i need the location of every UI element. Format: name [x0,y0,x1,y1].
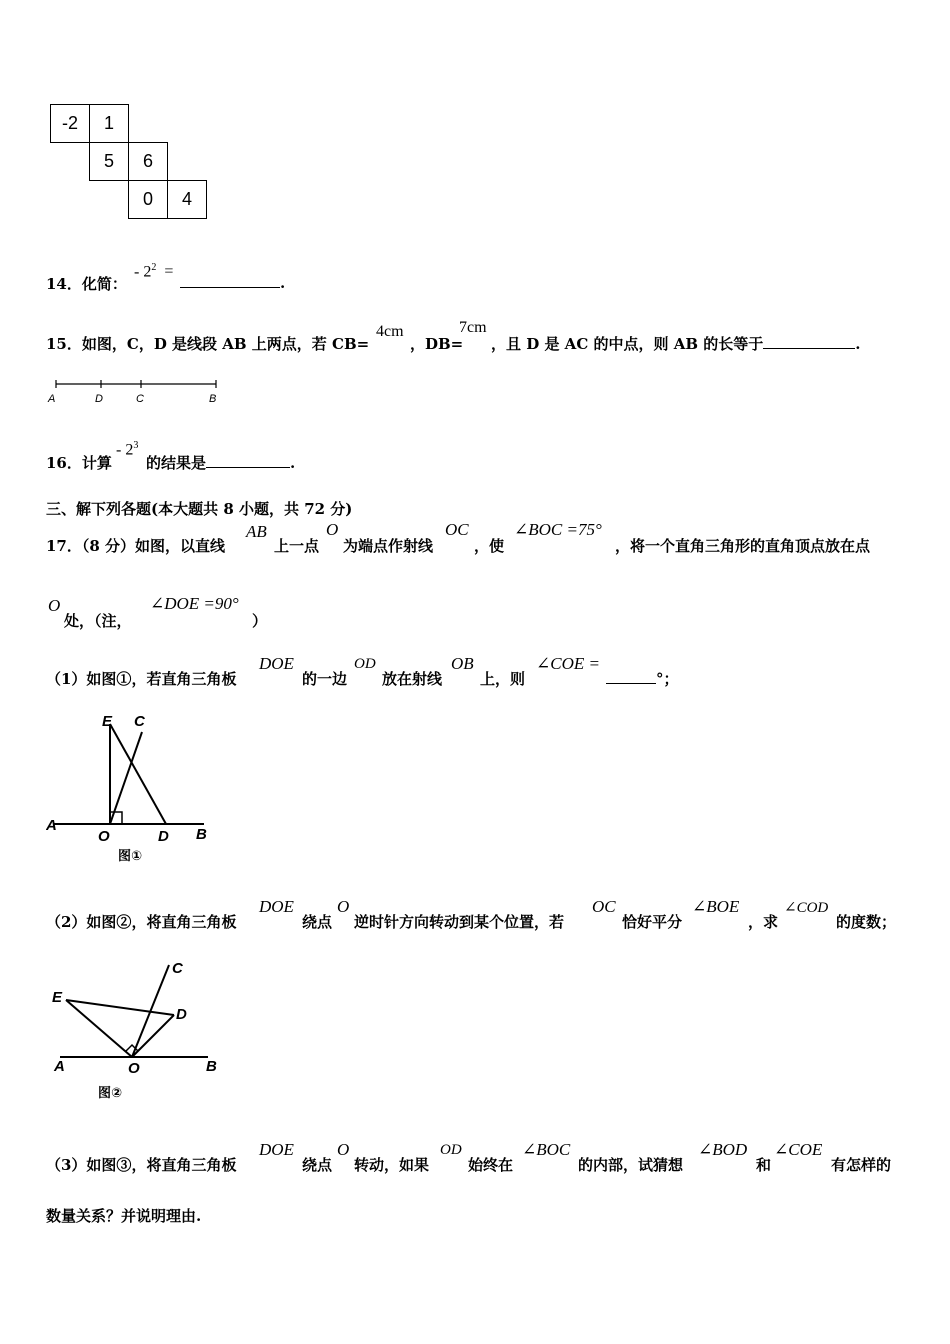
q17-oc: OC [445,520,469,539]
figure-1 [46,710,226,870]
q16-text-2: 的结果是 . [146,454,296,472]
q17-o-2: O [48,596,61,615]
fig2-label-d: D [176,1006,187,1023]
fig2-label-b: B [206,1058,217,1075]
fig1-caption: 图① [118,848,143,863]
part-1-text: （1）如图①，若直角三角板 [46,670,237,688]
fig2-label-e: E [52,989,63,1006]
q17-text-5: ，将一个直角三角形的直角顶点放在点 [615,537,871,555]
grid-cell: 6 [129,143,168,181]
q17-angle-doe: ∠DOE =90° [150,594,239,613]
part-2-text-6: 的度数； [836,913,897,931]
q15-line-figure [44,375,224,407]
part-2-text-5: ，求 [748,913,779,931]
q14-answer-blank: . [180,273,285,292]
q17-ab: AB [246,522,267,541]
part-1-text-2: 的一边 [302,670,348,688]
q17-text-2: 上一点 [274,537,320,555]
point-label-b: B [209,393,217,405]
grid-cell: 5 [90,143,129,181]
part-1-od: OD [354,656,376,672]
part-3-doe: DOE [259,1140,294,1159]
grid-cell: -2 [51,105,90,143]
part-3-text-3: 转动，如果 [354,1156,430,1174]
part-2-text-2: 绕点 [302,913,333,931]
q17-o: O [326,520,339,539]
part-3-o: O [337,1140,350,1159]
q17-angle-boc: ∠BOC =75° [514,520,602,539]
q15-cb-value: 4cm [376,323,404,340]
q17-text-3: 为端点作射线 [343,537,434,555]
part-3-angle-bod: ∠BOD [698,1140,748,1159]
fig2-caption: 图② [98,1085,123,1100]
point-label-a: A [48,393,56,405]
part-3-text: （3）如图③，将直角三角板 [46,1156,237,1174]
fig1-label-o: O [98,828,110,845]
part-2-text-3: 逆时针方向转动到某个位置，若 [354,913,565,931]
fig1-label-c: C [134,713,145,730]
q17-text-4: ，使 [474,537,505,555]
q15-text-2: ，DB= [410,335,464,353]
part-1-ob: OB [451,654,474,673]
part-3-angle-boc: ∠BOC [522,1140,571,1159]
part-1-doe: DOE [259,654,294,673]
question-15: 15．如图，C，D 是线段 AB 上两点，若 CB= [46,335,370,353]
fig1-label-a: A [46,817,57,834]
question-16: 16．计算 [46,454,112,472]
part-3-angle-coe: ∠COE [774,1140,823,1159]
part-3-text-2: 绕点 [302,1156,333,1174]
part-2-doe: DOE [259,897,294,916]
grid-cell: 1 [90,105,129,143]
q15-text-3: ，且 D 是 AC 的中点，则 AB 的长等于 . [491,335,861,353]
fig1-label-b: B [196,826,207,843]
fig1-label-d: D [158,828,169,845]
q17-text-7: ） [252,612,268,630]
fig2-label-a: A [54,1058,65,1075]
q14-expression: - $2^2$ = [134,262,174,281]
part-3-text-5: 的内部，试猜想 [578,1156,684,1174]
part-1-text-4: 上，则 [480,670,526,688]
part-2-angle-cod: ∠COD [784,900,829,916]
part-3-text-8: 数量关系？并说明理由. [46,1207,202,1225]
fig2-label-c: C [172,960,183,977]
question-17: 17．（8 分）如图，以直线 [46,537,226,555]
q15-db-value: 7cm [459,319,487,336]
part-2-o: O [337,897,350,916]
point-label-d: D [95,393,103,405]
part-1-text-3: 放在射线 [382,670,443,688]
section-3-title: 三、解下列各题(本大题共 8 小题，共 72 分) [46,500,353,518]
grid-cell: 0 [129,181,168,219]
part-3-text-7: 有怎样的 [831,1156,892,1174]
part-2-text: （2）如图②，将直角三角板 [46,913,237,931]
q16-expression: - $2^3$ [116,440,139,459]
q17-text-6: 处，（注， [64,612,132,630]
fig2-label-o: O [128,1060,140,1077]
part-1-angle-coe: ∠COE = [536,654,600,673]
part-2-angle-boe: ∠BOE [692,897,740,916]
number-grid [50,104,207,219]
point-label-c: C [136,393,144,405]
part-1-answer-blank: °； [606,668,679,689]
part-2-oc: OC [592,897,616,916]
question-14: 14．化简： [46,275,127,293]
fig1-label-e: E [102,713,113,730]
part-3-text-6: 和 [756,1156,772,1174]
part-3-od: OD [440,1142,462,1158]
part-2-text-4: 恰好平分 [622,913,683,931]
grid-cell: 4 [168,181,207,219]
part-3-text-4: 始终在 [468,1156,514,1174]
figure-2 [46,955,236,1105]
